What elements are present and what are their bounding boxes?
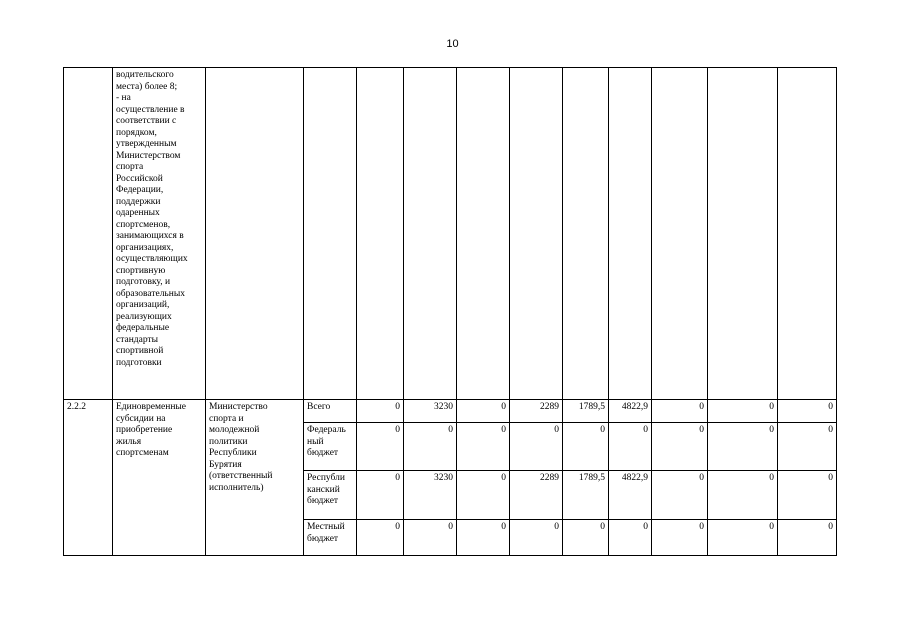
empty-cell xyxy=(778,68,837,400)
empty-cell xyxy=(404,68,457,400)
empty-cell xyxy=(652,68,708,400)
value-cell: 0 xyxy=(510,423,563,471)
value-cell: 0 xyxy=(404,520,457,556)
value-cell: 2289 xyxy=(510,400,563,423)
value-cell: 0 xyxy=(708,520,778,556)
value-cell: 0 xyxy=(457,423,510,471)
value-cell: 0 xyxy=(652,400,708,423)
table-row-total xyxy=(64,400,837,423)
value-cell: 0 xyxy=(609,423,652,471)
value-cell: 4822,9 xyxy=(609,471,652,520)
item-executor: Министерство спорта и молодежной политики Республики Бурятия (ответственный исполнитель) xyxy=(206,400,304,556)
continuation-text: водительского места) более 8; - на осуществление в соответствии с порядком, утвержденным Министерством спорта Российской Федерации, поддержки одаренных спортсменов, занимающихся в организациях, осуществляющих спортивную подготовку, и образовательных организаций, реализующих федеральные стандарты спортивной подготовки xyxy=(113,68,206,400)
value-cell: 3230 xyxy=(404,471,457,520)
funding-source: Всего xyxy=(304,400,357,423)
value-cell: 0 xyxy=(457,400,510,423)
empty-cell xyxy=(206,68,304,400)
value-cell: 0 xyxy=(357,400,404,423)
value-cell: 1789,5 xyxy=(563,471,609,520)
value-cell: 0 xyxy=(563,423,609,471)
budget-table xyxy=(63,67,837,556)
value-cell: 0 xyxy=(457,520,510,556)
value-cell: 0 xyxy=(778,520,837,556)
empty-cell xyxy=(457,68,510,400)
value-cell: 0 xyxy=(708,400,778,423)
value-cell: 0 xyxy=(778,423,837,471)
value-cell: 0 xyxy=(404,423,457,471)
value-cell: 0 xyxy=(708,423,778,471)
empty-cell xyxy=(609,68,652,400)
value-cell: 0 xyxy=(609,520,652,556)
value-cell: 0 xyxy=(357,471,404,520)
value-cell: 0 xyxy=(652,423,708,471)
empty-cell xyxy=(708,68,778,400)
value-cell: 0 xyxy=(510,520,563,556)
value-cell: 4822,9 xyxy=(609,400,652,423)
value-cell: 0 xyxy=(708,471,778,520)
value-cell: 0 xyxy=(457,471,510,520)
empty-cell xyxy=(357,68,404,400)
value-cell: 0 xyxy=(357,520,404,556)
value-cell: 3230 xyxy=(404,400,457,423)
continuation-row xyxy=(64,68,837,400)
funding-source: Федераль ный бюджет xyxy=(304,423,357,471)
funding-source: Местный бюджет xyxy=(304,520,357,556)
value-cell: 0 xyxy=(778,400,837,423)
value-cell: 0 xyxy=(652,520,708,556)
item-code: 2.2.2 xyxy=(64,400,113,556)
funding-source: Республи канский бюджет xyxy=(304,471,357,520)
page-number: 10 xyxy=(446,38,459,50)
value-cell: 0 xyxy=(563,520,609,556)
empty-cell xyxy=(510,68,563,400)
value-cell: 0 xyxy=(652,471,708,520)
empty-cell xyxy=(563,68,609,400)
value-cell: 2289 xyxy=(510,471,563,520)
empty-cell xyxy=(304,68,357,400)
value-cell: 0 xyxy=(357,423,404,471)
item-name: Единовременные субсидии на приобретение жилья спортсменам xyxy=(113,400,206,556)
value-cell: 0 xyxy=(778,471,837,520)
empty-cell xyxy=(64,68,113,400)
value-cell: 1789,5 xyxy=(563,400,609,423)
